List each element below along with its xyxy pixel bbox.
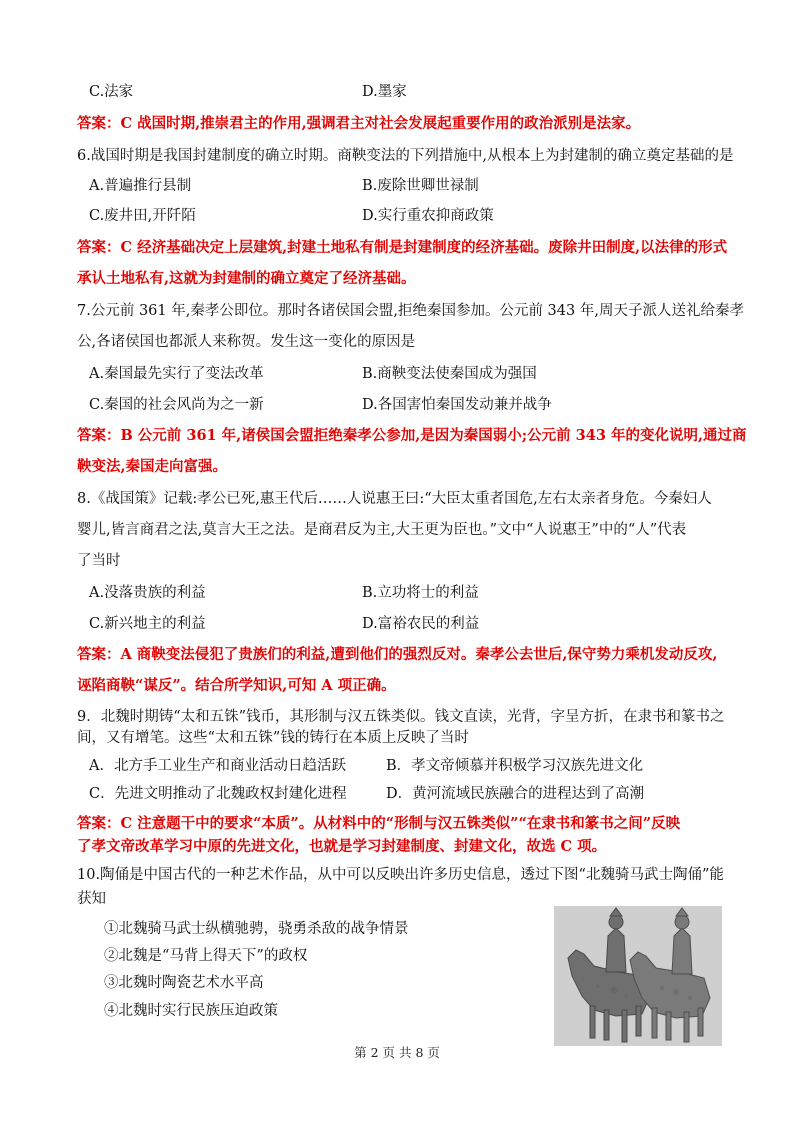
q7-stem-line2: 公,各诸侯国也都派人来称贺。发生这一变化的原因是 [77, 334, 416, 350]
q6-answer-line2: 承认土地私有,这就为封建制的确立奠定了经济基础。 [77, 270, 416, 287]
q6-option-b: B.废除世卿世禄制 [362, 178, 479, 194]
q8-stem-line2: 婴儿,皆言商君之法,莫言大王之法。是商君反为主,大王更为臣也。”文中“人说惠王”中的“人”代表 [77, 522, 687, 538]
q10-item-2: ②北魏是“马背上得天下”的政权 [104, 948, 308, 964]
q5-option-c: C.法家 [89, 84, 134, 100]
q8-option-b: B.立功将士的利益 [362, 585, 479, 601]
q7-option-b: B.商鞅变法使秦国成为强国 [362, 366, 537, 382]
q9-stem-line2: 间，又有增笔。这些“太和五铢”钱的铸行在本质上反映了当时 [77, 730, 469, 746]
q10-item-3: ③北魏时陶瓷艺术水平高 [104, 975, 264, 991]
q10-stem-line2: 获知 [77, 891, 106, 907]
figurine-photo [554, 906, 722, 1046]
q6-option-c: C.废井田,开阡陌 [89, 208, 196, 224]
q6-option-d: D.实行重农抑商政策 [362, 208, 494, 224]
q10-item-4: ④北魏时实行民族压迫政策 [104, 1003, 278, 1019]
q5-answer: 答案：C 战国时期,推崇君主的作用,强调君主对社会发展起重要作用的政治派别是法家。 [77, 115, 641, 132]
q7-answer-line1: 答案：B 公元前 361 年,诸侯国会盟拒绝秦孝公参加,是因为秦国弱小;公元前 343 年的变化说明,通过商 [77, 427, 747, 444]
q5-option-d: D.墨家 [362, 84, 407, 100]
q6-stem: 6.战国时期是我国封建制度的确立时期。商鞅变法的下列措施中,从根本上为封建制的确立奠定基础的是 [77, 148, 734, 164]
q7-stem-line1: 7.公元前 361 年,秦孝公即位。那时各诸侯国会盟,拒绝秦国参加。公元前 343 年,周天子派人送礼给秦孝 [77, 303, 744, 319]
q8-option-d: D.富裕农民的利益 [362, 616, 480, 632]
q6-answer-line1: 答案：C 经济基础决定上层建筑,封建土地私有制是封建制度的经济基础。废除井田制度,以法律的形式 [77, 239, 728, 256]
q7-option-d: D.各国害怕秦国发动兼并战争 [362, 397, 552, 413]
q9-answer-line2: 了孝文帝改革学习中原的先进文化，也就是学习封建制度、封建文化，故选 C 项。 [77, 838, 607, 855]
q8-answer-line1: 答案：A 商鞅变法侵犯了贵族们的利益,遭到他们的强烈反对。秦孝公去世后,保守势力乘机发动反攻, [77, 646, 718, 663]
page-number: 第 2 页 共 8 页 [354, 1045, 440, 1060]
q10-item-1: ①北魏骑马武士纵横驰骋，骁勇杀敌的战争情景 [104, 921, 409, 937]
q9-option-b: B．孝文帝倾慕并积极学习汉族先进文化 [386, 758, 644, 774]
q8-option-c: C.新兴地主的利益 [89, 616, 206, 632]
q9-answer-line1: 答案：C 注意题干中的要求“本质”。从材料中的“形制与汉五铢类似”“在隶书和篆书之间”反映 [77, 815, 681, 832]
q7-option-a: A.秦国最先实行了变法改革 [89, 366, 264, 382]
q6-option-a: A.普遍推行县制 [89, 178, 192, 194]
q7-option-c: C.秦国的社会风尚为之一新 [89, 397, 264, 413]
q8-option-a: A.没落贵族的利益 [89, 585, 206, 601]
q7-answer-line2: 鞅变法,秦国走向富强。 [77, 458, 228, 475]
q9-option-d: D．黄河流域民族融合的进程达到了高潮 [386, 786, 645, 802]
q9-stem-line1: 9．北魏时期铸“太和五铢”钱币，其形制与汉五铢类似。钱文直读，光背，字呈方折，在隶书和篆书之 [77, 709, 725, 725]
q9-option-c: C．先进文明推动了北魏政权封建化进程 [89, 786, 347, 802]
q10-stem-line1: 10.陶俑是中国古代的一种艺术作品，从中可以反映出许多历史信息，透过下图“北魏骑马武士陶俑”能 [77, 867, 724, 883]
q8-answer-line2: 诬陷商鞅“谋反”。结合所学知识,可知 A 项正确。 [77, 677, 396, 694]
q8-stem-line3: 了当时 [77, 553, 121, 569]
q9-option-a: A．北方手工业生产和商业活动日趋活跃 [89, 758, 346, 774]
page-footer [0, 1043, 794, 1061]
q8-stem-line1: 8.《战国策》记载:孝公已死,惠王代后……人说惠王曰:“大臣太重者国危,左右太亲者身危。今秦妇人 [77, 491, 712, 507]
